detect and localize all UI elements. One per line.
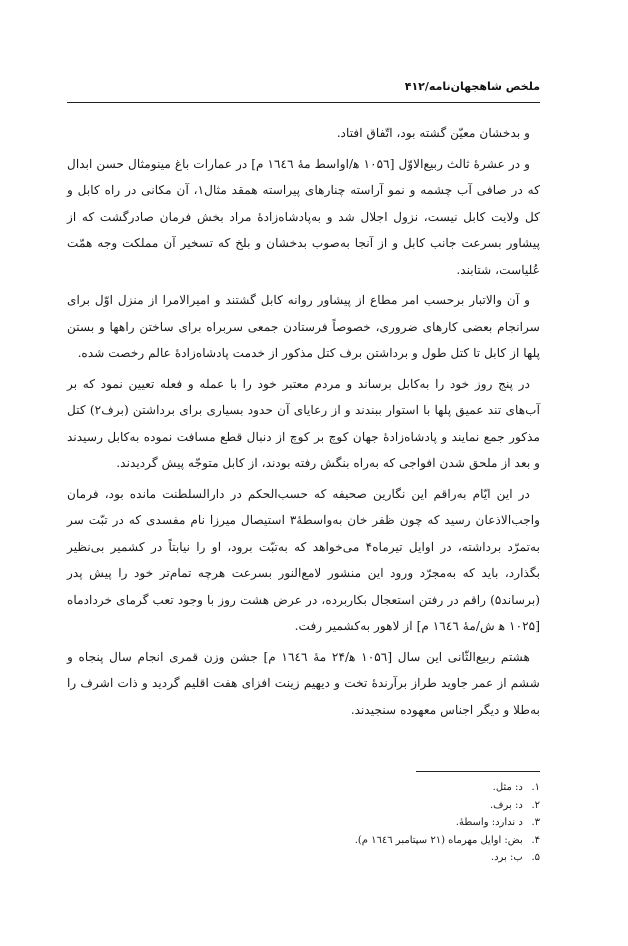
header-rule (67, 102, 540, 103)
footnote-text: د: مثل. (492, 782, 523, 793)
paragraph: و آن والاتبار برحسب امر مطاع از پیشاور روانه کابل گشتند و امیرالامرا از منزل اوّل برای سرانجام بعضی کارهای ضروری، خصوصاً فرستادن جمعی سربراه برای ساختن راهها و بستن پلها از کابل تا کتل طول و برداشتن برف کتل مذکور از خدمت پادشاه‌زادهٔ عالم رخصت شده. (67, 293, 540, 360)
footnote-text: بض: اوایل مهرماه (۲۱ سپتامبر ١٦٤٦ م). (354, 834, 523, 846)
footnote-number: ۳. (531, 817, 540, 829)
footnote (200, 832, 540, 850)
footnote-text: د ندارد: واسطهٔ. (455, 817, 523, 829)
footnote-rule (416, 771, 540, 772)
footnote-text: ب: برد. (490, 852, 523, 864)
footnote-number: ۴. (531, 834, 540, 846)
paragraph: در پنج روز خود را به‌کابل برساند و مردم معتبر خود را با عمله و فعله تعیین نمود که بر آب‌های تند عمیق پلها با استوار ببندند و از رعایای آن حدود بسیاری برای برداشتن (برف۲) کتل مذکور جمع نمایند و پادشاه‌زادهٔ جهان کوچ بر کوچ از دنبال قطع مسافت نموده به‌کابل رسیدند و بعد از ملحق شدن افواجی که به‌راه بنگش رفته بودند، از کابل متوجّه پیش گردیدند. (67, 376, 540, 470)
paragraph: هشتم ربیع‌الثّانی این سال [۱۰۵٦ ﻫ/۲۴ مهٔ ١٦٤٦ م] جشن وزن قمری انجام سال پنجاه و ششم از عمر جاوید طراز برآرندهٔ تخت و دیهیم زینت افزای هفت اقلیم گردید و ذات اشرف را به‌طلا و دیگر اجناس معهوده سنجیدند. (67, 649, 540, 717)
footnote (200, 849, 540, 867)
running-header: ملخص شاهجهان‌نامه/۴۱۲ (404, 80, 540, 93)
footnote (200, 779, 540, 797)
footnotes (200, 779, 540, 867)
footnote-number: ۱. (531, 782, 540, 793)
paragraph: و در عشرهٔ ثالث ربیع‌الاوّل [۱۰۵٦ ﻫ/اواسط مهٔ ١٦٤٦ م] در عمارات باغ مینومثال حسن ابدال که در صافی آب چشمه و نمو آراسته چنارهای پیراسته همقد مثال۱، آن مکانی در راه کابل و کل ولایت کابل نیست، نزول اجلال شد و به‌پادشاه‌زادهٔ مراد بخش فرمان صادرگشت که از پیشاور بسرعت جانب کابل و از آنجا به‌صوب بدخشان و بلخ که تسخیر آن مملکت وجه همّت عُلیاست، شتابند. (67, 156, 540, 277)
footnote-text: د: برف. (489, 799, 523, 811)
paragraph: و بدخشان معیّن گشته بود، اتّفاق افتاد. (336, 126, 530, 140)
footnote (200, 797, 540, 815)
body-text (67, 120, 540, 727)
paragraph: در این ایّام به‌راقم این نگارین صحیفه که حسب‌الحکم در دارالسلطنت مانده بود، فرمان واجب‌الاذعان رسید که چون ظفر خان به‌واسطهٔ۳ استیصال میرزا نام مفسدی که در تبّت سر به‌تمرّد برداشته، در اوایل تیرماه۴ می‌خواهد که به‌تبّت برود، او را نیابتاً در کشمیر بی‌نظیر بگذارد، باید که به‌مجرّد ورود این منشور لامع‌النور بسرعت هرچه تمام‌تر خود را پیش پدر (برساند۵) راقم در رفتن استعجال بکاربرده، در عرض هشت روز با وجود تعب گرمای خردادماه [۱۰۲۵ ﻫ ش/مهٔ ١٦٤٦ م] از لاهور به‌کشمیر رفت. (67, 486, 541, 633)
footnote-number: ۵. (531, 852, 540, 864)
footnote (200, 814, 540, 832)
footnote-number: ۲. (531, 799, 540, 811)
